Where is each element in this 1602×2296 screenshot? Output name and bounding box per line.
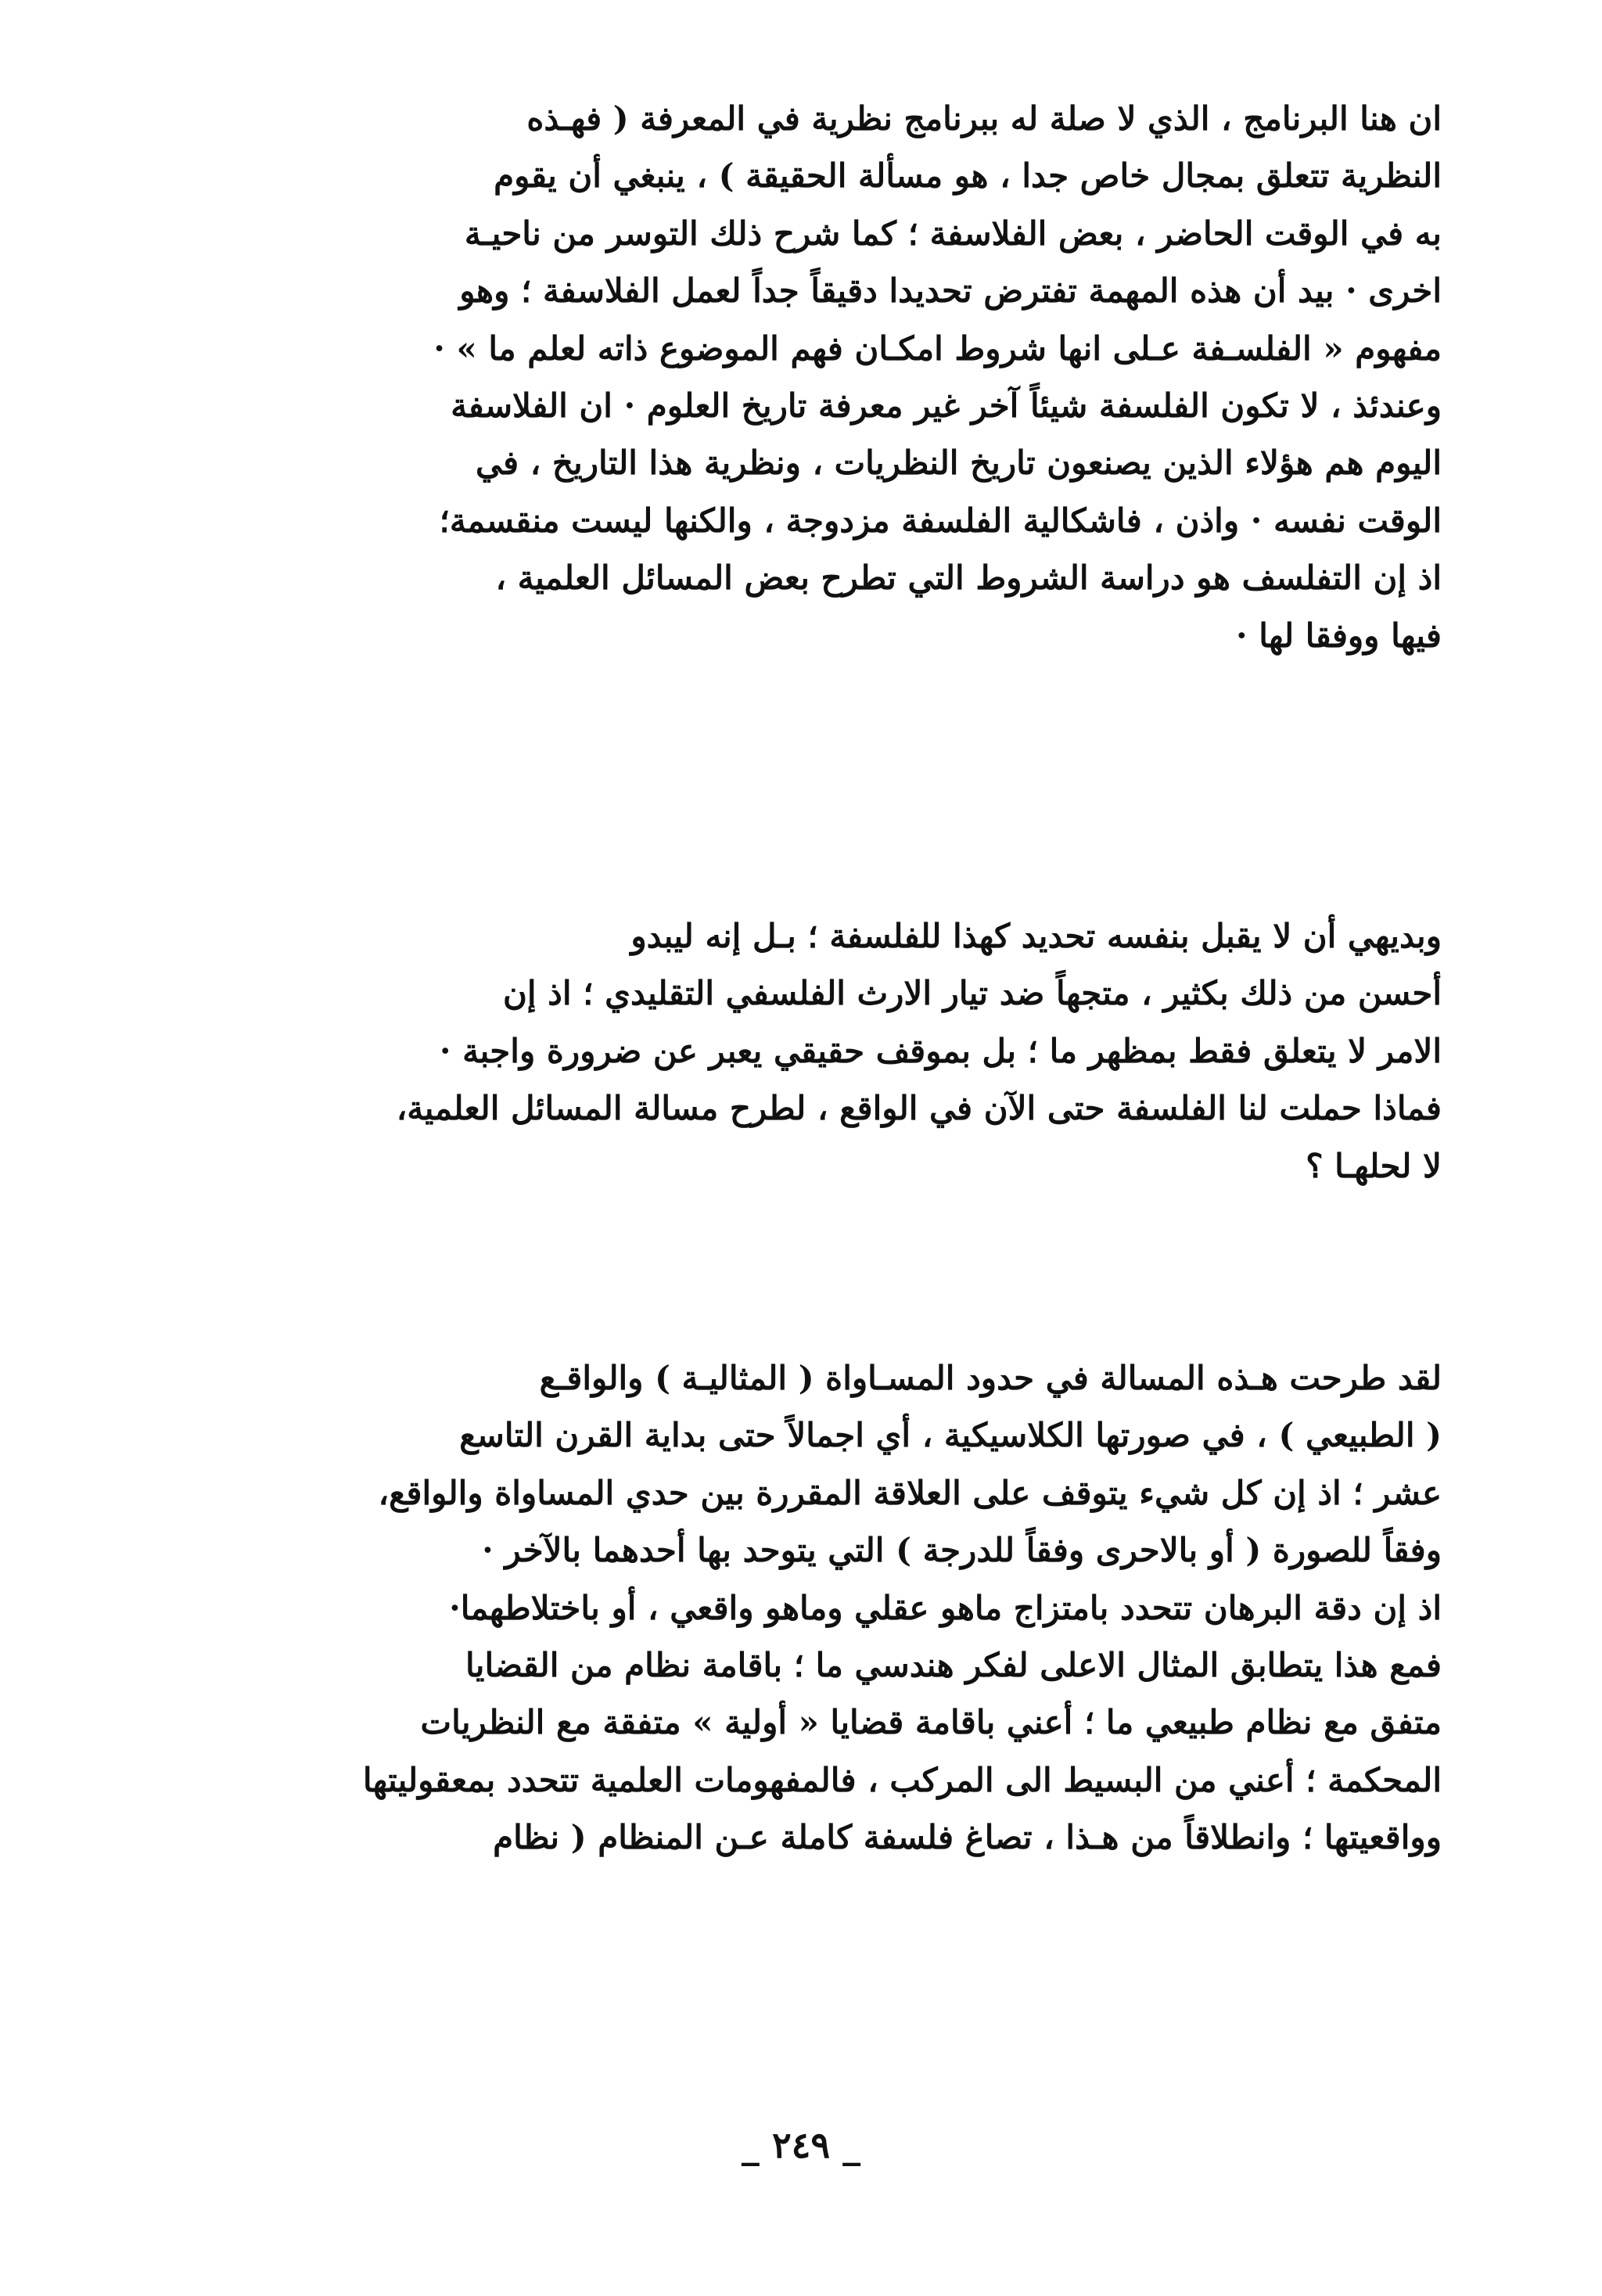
text-line: فمع هذا يتطابق المثال الاعلى لفكر هندسي ما ؛ باقامة نظام من القضايا	[465, 1645, 1442, 1684]
text-line: متفق مع نظام طبيعي ما ؛ أعني باقامة قضايا « أولية » متفقة مع النظريات	[420, 1703, 1442, 1742]
text-line: لقد طرحت هـذه المسالة في حدود المسـاواة ( المثاليـة ) والواقـع	[539, 1359, 1442, 1397]
text-line: أحسن من ذلك بكثير ، متجهاً ضد تيار الارث الفلسفي التقليدي ؛ اذ إن	[503, 974, 1442, 1013]
text-line: ( الطبيعي ) ، في صورتها الكلاسيكية ، أي اجمالاً حتى بداية القرن التاسع	[459, 1416, 1442, 1455]
paragraph-3	[178, 1349, 1442, 1867]
text-line: به في الوقت الحاضر ، بعض الفلاسفة ؛ كما شرح ذلك التوسر من ناحيـة	[464, 214, 1442, 253]
text-line: مفهوم « الفلسـفة عـلى انها شروط امكـان فهم الموضوع ذاته لعلم ما » ·	[433, 329, 1442, 368]
text-line: المحكمة ؛ أعني من البسيط الى المركب ، فالمفهومات العلمية تتحدد بمعقوليتها	[362, 1760, 1442, 1799]
text-line: وواقعيتها ؛ وانطلاقاً من هـذا ، تصاغ فلسفة كاملة عـن المنظام ( نظام	[493, 1818, 1442, 1857]
text-line: فماذا حملت لنا الفلسفة حتى الآن في الواقع ، لطرح مسالة المسائل العلمية،	[396, 1089, 1442, 1128]
text-line: اليوم هم هؤلاء الذين يصنعون تاريخ النظريات ، ونظرية هذا التاريخ ، في	[476, 444, 1442, 483]
paragraph-2	[178, 907, 1442, 1195]
text-line: وعندئذ ، لا تكون الفلسفة شيئاً آخر غير معرفة تاريخ العلوم · ان الفلاسفة	[451, 386, 1442, 425]
text-line: فيها ووفقا لها ·	[1235, 616, 1442, 655]
text-line: ان هنا البرنامج ، الذي لا صلة له ببرنامج نظرية في المعرفة ( فهـذه	[526, 99, 1442, 138]
text-line: وفقاً للصورة ( أو بالاحرى وفقاً للدرجة ) التي يتوحد بها أحدهما بالآخر ·	[482, 1531, 1442, 1570]
text-line: عشر ؛ اذ إن كل شيء يتوقف على العلاقة المقررة بين حدي المساواة والواقع،	[378, 1473, 1442, 1512]
text-line: اذ إن التفلسف هو دراسة الشروط التي تطرح بعض المسائل العلمية ،	[495, 559, 1442, 598]
text-line: اخرى · بيد أن هذه المهمة تفترض تحديدا دقيقاً جداً لعمل الفلاسفة ؛ وهو	[459, 271, 1442, 311]
text-line: الوقت نفسه · واذن ، فاشكالية الفلسفة مزدوجة ، والكنها ليست منقسمة؛	[439, 501, 1442, 540]
text-line: وبديهي أن لا يقبل بنفسه تحديد كهذا للفلسفة ؛ بـل إنه ليبدو	[630, 917, 1442, 955]
text-line: اذ إن دقة البرهان تتحدد بامتزاج ماهو عقلي وماهو واقعي ، أو باختلاطهما·	[449, 1588, 1442, 1627]
page-number: _ ٢٤٩ _	[741, 2124, 861, 2166]
text-line: لا لحلهـا ؟	[1306, 1146, 1442, 1185]
text-line: النظرية تتعلق بمجال خاص جدا ، هو مسألة الحقيقة ) ، ينبغي أن يقوم	[494, 156, 1442, 196]
paragraph-1	[178, 90, 1442, 664]
text-line: الامر لا يتعلق فقط بمظهر ما ؛ بل بموقف حقيقي يعبر عن ضرورة واجبة ·	[439, 1031, 1442, 1070]
